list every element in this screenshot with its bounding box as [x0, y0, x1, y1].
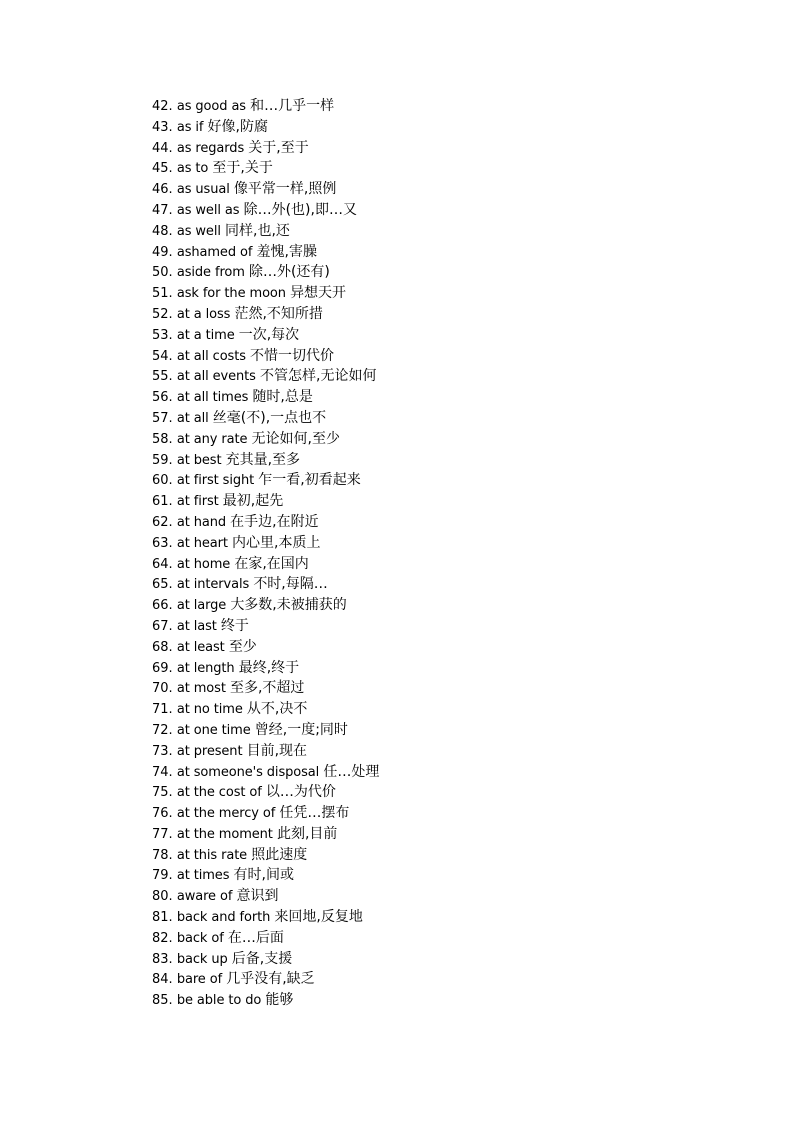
chinese-meaning: 能够	[265, 992, 294, 1009]
entry-number: 57.	[152, 410, 173, 426]
phrase-entry	[152, 720, 379, 741]
english-phrase: at large	[176, 598, 227, 614]
chinese-meaning: 关于,至于	[248, 139, 309, 156]
phrase-entry	[152, 325, 379, 346]
chinese-meaning: 好像,防腐	[207, 118, 268, 135]
phrase-entry	[152, 242, 379, 263]
english-phrase: at all costs	[176, 348, 246, 364]
english-phrase: at home	[176, 556, 231, 572]
chinese-meaning: 不惜一切代价	[250, 347, 335, 364]
entry-number: 42.	[152, 99, 173, 114]
chinese-meaning: 不时,每隔…	[253, 576, 328, 593]
entry-number: 76.	[152, 806, 173, 822]
phrase-entry	[152, 595, 379, 616]
english-phrase: aware of	[176, 889, 233, 905]
entry-number: 63.	[152, 535, 173, 551]
english-phrase: at the cost of	[176, 785, 262, 801]
phrase-entry	[152, 158, 379, 179]
english-phrase: at any rate	[176, 431, 248, 447]
entry-number: 79.	[152, 868, 173, 884]
phrase-entry	[152, 117, 379, 138]
entry-number: 75.	[152, 785, 173, 801]
phrase-entry	[152, 990, 379, 1011]
chinese-meaning: 内心里,本质上	[232, 534, 321, 551]
entry-number: 71.	[152, 702, 173, 718]
chinese-meaning: 茫然,不知所措	[234, 305, 323, 322]
entry-number: 82.	[152, 930, 173, 946]
chinese-meaning: 照此速度	[251, 846, 308, 863]
phrase-entry	[152, 554, 379, 575]
phrase-entry	[152, 824, 379, 845]
english-phrase: at times	[176, 868, 230, 884]
chinese-meaning: 曾经,一度;同时	[254, 721, 348, 738]
english-phrase: at length	[176, 660, 235, 676]
english-phrase: at first sight	[176, 473, 255, 489]
phrase-entry	[152, 803, 379, 824]
entry-number: 61.	[152, 494, 173, 510]
phrase-entry	[152, 574, 379, 595]
phrase-entry	[152, 450, 379, 471]
phrase-entry	[152, 928, 379, 949]
entry-number: 50.	[152, 265, 173, 281]
english-phrase: at all	[176, 410, 209, 426]
english-phrase: as usual	[176, 182, 230, 198]
phrase-entry	[152, 845, 379, 866]
phrase-entry	[152, 907, 379, 928]
english-phrase: at most	[176, 681, 226, 697]
phrase-entry	[152, 304, 379, 325]
chinese-meaning: 最终,终于	[238, 659, 300, 676]
english-phrase: at a loss	[176, 306, 231, 322]
entry-number: 55.	[152, 369, 173, 385]
entry-number: 51.	[152, 286, 173, 302]
phrase-entry	[152, 533, 379, 554]
entry-number: 85.	[152, 993, 173, 1009]
chinese-meaning: 来回地,反复地	[274, 909, 363, 926]
chinese-meaning: 羞愧,害臊	[256, 243, 317, 260]
entry-number: 73.	[152, 743, 173, 759]
chinese-meaning: 丝毫(不),一点也不	[212, 409, 327, 426]
entry-number: 69.	[152, 660, 173, 676]
phrase-entry	[152, 179, 379, 200]
entry-number: 52.	[152, 306, 173, 322]
entry-number: 65.	[152, 577, 173, 593]
english-phrase: at least	[176, 639, 225, 655]
entry-number: 53.	[152, 327, 173, 343]
english-phrase: back up	[176, 951, 228, 967]
entry-number: 54.	[152, 348, 173, 364]
entry-number: 80.	[152, 889, 173, 905]
english-phrase: ashamed of	[176, 244, 253, 260]
entry-number: 46.	[152, 182, 173, 198]
english-phrase: at the moment	[176, 826, 273, 842]
english-phrase: at the mercy of	[176, 806, 276, 822]
phrase-entry	[152, 283, 379, 304]
phrase-entry	[152, 949, 379, 970]
phrase-entry	[152, 637, 379, 658]
phrase-entry	[152, 262, 379, 283]
phrase-entry	[152, 616, 379, 637]
chinese-meaning: 不管怎样,无论如何	[260, 368, 377, 385]
phrase-entry	[152, 969, 379, 990]
entry-number: 74.	[152, 764, 173, 780]
entry-number: 60.	[152, 473, 173, 489]
entry-number: 66.	[152, 598, 173, 614]
english-phrase: back of	[176, 930, 224, 946]
english-phrase: back and forth	[176, 910, 271, 926]
chinese-meaning: 目前,现在	[246, 742, 308, 759]
phrase-entry	[152, 865, 379, 886]
phrase-entry	[152, 366, 379, 387]
entry-number: 49.	[152, 244, 173, 260]
chinese-meaning: 至少	[228, 638, 257, 655]
phrase-entry	[152, 512, 379, 533]
chinese-meaning: 至多,不超过	[229, 680, 305, 697]
english-phrase: at no time	[176, 702, 243, 718]
phrase-entry	[152, 346, 379, 367]
english-phrase: at heart	[176, 535, 228, 551]
chinese-meaning: 此刻,目前	[276, 825, 338, 842]
entry-number: 83.	[152, 951, 173, 967]
english-phrase: at all times	[176, 390, 249, 406]
phrase-entry	[152, 387, 379, 408]
entry-number: 81.	[152, 910, 173, 926]
chinese-meaning: 像平常一样,照例	[233, 181, 337, 198]
english-phrase: at intervals	[176, 577, 250, 593]
entry-number: 77.	[152, 826, 173, 842]
english-phrase: at present	[176, 743, 243, 759]
chinese-meaning: 在手边,在附近	[230, 513, 319, 530]
english-phrase: at last	[176, 618, 217, 634]
chinese-meaning: 后备,支援	[231, 950, 293, 967]
phrase-entry	[152, 762, 379, 783]
english-phrase: aside from	[176, 265, 245, 281]
phrase-entry	[152, 678, 379, 699]
phrase-entry	[152, 699, 379, 720]
english-phrase: bare of	[176, 972, 223, 988]
phrase-entry	[152, 138, 379, 159]
entry-number: 47.	[152, 202, 173, 218]
english-phrase: at a time	[176, 327, 235, 343]
chinese-meaning: 同样,也,还	[225, 222, 290, 239]
entry-number: 56.	[152, 390, 173, 406]
english-phrase: at someone's disposal	[176, 764, 320, 780]
english-phrase: ask for the moon	[176, 286, 286, 302]
entry-number: 45.	[152, 161, 173, 177]
chinese-meaning: 任凭…摆布	[279, 805, 350, 822]
english-phrase: at hand	[176, 514, 227, 530]
chinese-meaning: 几乎没有,缺乏	[226, 971, 315, 988]
english-phrase: as well	[176, 223, 221, 239]
english-phrase: as good as	[176, 99, 246, 114]
chinese-meaning: 乍一看,初看起来	[258, 472, 361, 489]
phrase-entry	[152, 491, 379, 512]
chinese-meaning: 以…为代价	[265, 784, 336, 801]
chinese-meaning: 充其量,至多	[225, 451, 301, 468]
entry-number: 59.	[152, 452, 173, 468]
english-phrase: as to	[176, 161, 209, 177]
english-phrase: at all events	[176, 369, 256, 385]
english-phrase: as regards	[176, 140, 245, 156]
chinese-meaning: 在家,在国内	[234, 555, 309, 572]
chinese-meaning: 最初,起先	[222, 493, 284, 510]
entry-number: 68.	[152, 639, 173, 655]
entry-number: 78.	[152, 847, 173, 863]
chinese-meaning: 在…后面	[227, 929, 284, 946]
entry-number: 72.	[152, 722, 173, 738]
phrase-entry	[152, 221, 379, 242]
english-phrase: at best	[176, 452, 222, 468]
phrase-entry	[152, 658, 379, 679]
entry-number: 67.	[152, 618, 173, 634]
chinese-meaning: 异想天开	[290, 285, 347, 302]
chinese-meaning: 终于	[220, 617, 249, 634]
chinese-meaning: 任…处理	[323, 763, 380, 780]
phrase-entry	[152, 886, 379, 907]
chinese-meaning: 大多数,未被捕获的	[230, 597, 347, 614]
phrase-entry	[152, 408, 379, 429]
phrase-entry	[152, 470, 379, 491]
english-phrase: as if	[176, 119, 204, 135]
chinese-meaning: 除…外(还有)	[248, 264, 330, 281]
chinese-meaning: 无论如何,至少	[251, 430, 340, 447]
phrase-entry	[152, 96, 379, 117]
english-phrase: at one time	[176, 722, 251, 738]
english-phrase: be able to do	[176, 993, 262, 1009]
chinese-meaning: 意识到	[236, 888, 279, 905]
english-phrase: at first	[176, 494, 219, 510]
chinese-meaning: 随时,总是	[252, 389, 313, 406]
chinese-meaning: 和…几乎一样	[250, 98, 335, 114]
phrase-entry	[152, 782, 379, 803]
entry-number: 44.	[152, 140, 173, 156]
chinese-meaning: 至于,关于	[212, 160, 273, 177]
entry-number: 43.	[152, 119, 173, 135]
phrase-entry	[152, 429, 379, 450]
entry-number: 62.	[152, 514, 173, 530]
chinese-meaning: 一次,每次	[238, 326, 300, 343]
english-phrase: as well as	[176, 202, 240, 218]
chinese-meaning: 除…外(也),即…又	[243, 201, 357, 218]
entry-number: 84.	[152, 972, 173, 988]
phrase-list	[152, 96, 379, 1011]
chinese-meaning: 从不,决不	[246, 701, 308, 718]
entry-number: 64.	[152, 556, 173, 572]
entry-number: 70.	[152, 681, 173, 697]
english-phrase: at this rate	[176, 847, 248, 863]
phrase-entry	[152, 741, 379, 762]
phrase-entry	[152, 200, 379, 221]
entry-number: 48.	[152, 223, 173, 239]
chinese-meaning: 有时,间或	[233, 867, 294, 884]
entry-number: 58.	[152, 431, 173, 447]
